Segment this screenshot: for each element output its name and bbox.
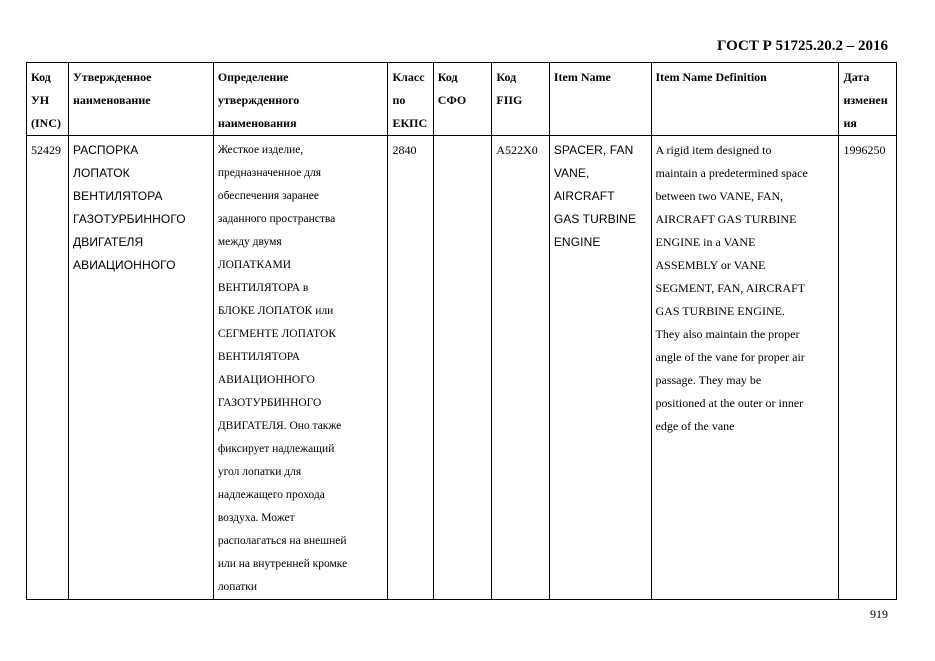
header-inc: Код УН (INC)	[27, 63, 69, 136]
cell-fiig: A522X0	[492, 136, 549, 600]
cell-class: 2840	[388, 136, 433, 600]
cell-approved-name: РАСПОРКА ЛОПАТОК ВЕНТИЛЯТОРА ГАЗОТУРБИННОГО ДВИГАТЕЛЯ АВИАЦИОННОГО	[69, 136, 214, 600]
page-number: 919	[870, 607, 888, 621]
header-item-definition: Item Name Definition	[651, 63, 839, 136]
header-sfo: Код СФО	[433, 63, 492, 136]
header-item-name: Item Name	[549, 63, 651, 136]
document-code: ГОСТ Р 51725.20.2 – 2016	[716, 38, 888, 54]
cell-inc: 52429	[27, 136, 69, 600]
header-fiig: Код FIIG	[492, 63, 549, 136]
header-date: Дата изменен ия	[839, 63, 897, 136]
cell-item-name: SPACER, FAN VANE, AIRCRAFT GAS TURBINE ENGINE	[549, 136, 651, 600]
cell-item-definition: A rigid item designed to maintain a predetermined space between two VANE, FAN, AIRCRAFT GAS TURBINE ENGINE in a VANE ASSEMBLY or VANE SEGMENT, FAN, AIRCRAFT GAS TURBINE ENGINE. They also maintain the proper angle of the vane for proper air passage. They may be positioned at the outer or inner edge of the vane	[651, 136, 839, 600]
cell-sfo	[433, 136, 492, 600]
cell-date: 1996250	[839, 136, 897, 600]
table-header-row	[27, 63, 897, 136]
header-definition: Определение утвержденного наименования	[213, 63, 388, 136]
header-class: Класс по ЕКПС	[388, 63, 433, 136]
header-approved-name: Утвержденное наименование	[69, 63, 214, 136]
table-row	[27, 136, 897, 600]
catalog-table	[26, 62, 897, 600]
cell-definition: Жесткое изделие, предназначенное для обеспечения заранее заданного пространства между двумя ЛОПАТКАМИ ВЕНТИЛЯТОРА в БЛОКЕ ЛОПАТОК или СЕГМЕНТЕ ЛОПАТОК ВЕНТИЛЯТОРА АВИАЦИОННОГО ГАЗОТУРБИННОГО ДВИГАТЕЛЯ. Оно также фиксирует надлежащий угол лопатки для надлежащего прохода воздуха. Может располагаться на внешней или на внутренней кромке лопатки	[213, 136, 388, 600]
